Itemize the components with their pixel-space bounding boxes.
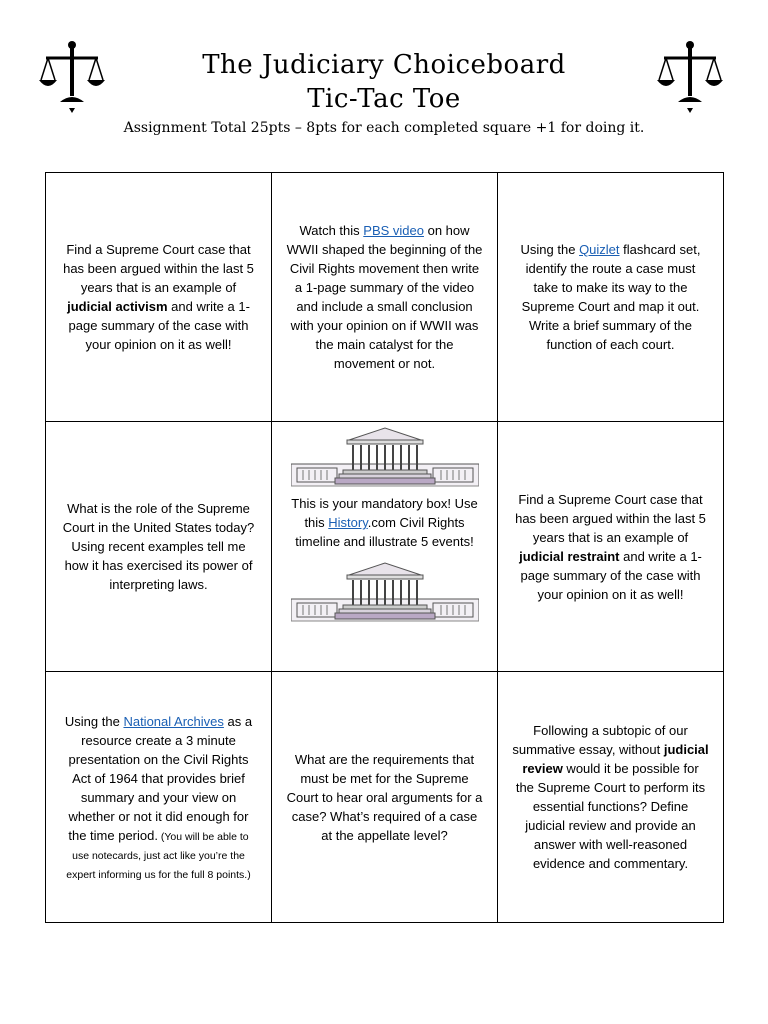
square-6: Find a Supreme Court case that has been argued within the last 5 years that is an example of judicial restraint and write a 1-page summary of the case with your opinion on it as well! [498, 422, 723, 672]
pbs-video-link[interactable]: PBS video [363, 223, 424, 238]
square-7: Using the National Archives as a resource create a 3 minute presentation on the Civil Rights Act of 1964 that provides brief summary and your view on whether or not it did enough for the time period. (You will be able to use notecards, just act like you’re the expert informing us for the full 8 points.) [46, 672, 272, 922]
page-title [0, 48, 768, 116]
square-4: What is the role of the Supreme Court in the United States today? Using recent examples tell me how it has exercised its power of interpreting laws. [46, 422, 272, 672]
supreme-court-building-icon [291, 424, 479, 490]
square-8: What are the requirements that must be met for the Supreme Court to hear oral arguments for a case? What’s required of a case at the appellate level? [272, 672, 498, 922]
quizlet-link[interactable]: Quizlet [579, 242, 620, 257]
square-2: Watch this PBS video on how WWII shaped the beginning of the Civil Rights movement then write a 1-page summary of the video and include a small conclusion with your opinion on if WWII was the main catalyst for the movement or not. [272, 173, 498, 422]
square-1: Find a Supreme Court case that has been argued within the last 5 years that is an example of judicial activism and write a 1-page summary of the case with your opinion on it as well! [46, 173, 272, 422]
square-9: Following a subtopic of our summative essay, without judicial review would it be possible for the Supreme Court to perform its essential functions? Define judicial review and provide an answer with well-reasoned evidence and commentary. [512, 723, 709, 871]
assignment-total: Assignment Total 25pts – 8pts for each completed square +1 for doing it. [123, 120, 645, 136]
choiceboard-grid [45, 172, 724, 923]
supreme-court-building-icon [291, 559, 479, 625]
history-link[interactable]: History [328, 515, 368, 530]
title-line-2: Tic-Tac Toe [307, 84, 461, 114]
square-3: Using the Quizlet flashcard set, identify the route a case must take to make its way to the Supreme Court and map it out. Write a brief summary of the function of each court. [498, 173, 723, 422]
title-line-1: The Judiciary Choiceboard [202, 50, 566, 80]
square-5-mandatory: This is your mandatory box! Use this History.com Civil Rights timeline and illustrate 5 events! [272, 422, 498, 672]
notecards-note: (You will be able to use notecards, just act like you’re the expert informing us for the full 8 points.) [66, 830, 251, 881]
national-archives-link[interactable]: National Archives [123, 713, 224, 729]
